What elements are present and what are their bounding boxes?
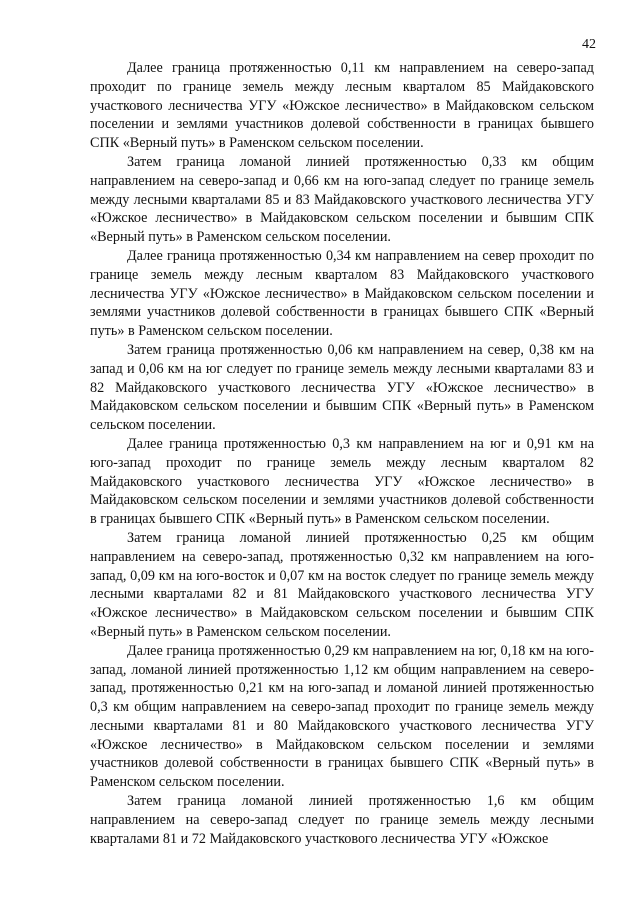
paragraph-8: Затем граница ломаной линией протяженностью 1,6 км общим направлением на северо-запад следует по границе земель между лесными кварталами 81 и 72 Майдаковского участкового лесничества УГУ «Южское <box>90 793 594 847</box>
paragraph-6: Затем граница ломаной линией протяженностью 0,25 км общим направлением на северо-запад, протяженностью 0,32 км направлением на юго-запад, 0,09 км на юго-восток и 0,07 км на восток следует по границе земель между лесными кварталами 82 и 81 Майдаковского участкового лесничества УГУ «Южское лесничество» в Майдаковском сельском поселении и бывшим СПК «Верный путь» в Раменском сельском поселении. <box>90 529 594 640</box>
paragraph-3: Далее граница протяженностью 0,34 км направлением на север проходит по границе земель между лесным кварталом 83 Майдаковского участкового лесничества УГУ «Южское лесничество» в Майдаковском сельском поселении и землями участников долевой собственности в границах бывшего СПК «Верный путь» в Раменском сельском поселении. <box>90 247 594 340</box>
paragraph-2: Затем граница ломаной линией протяженностью 0,33 км общим направлением на северо-запад и 0,66 км на юго-запад следует по границе земель между лесными кварталами 85 и 83 Майдаковского участкового лесничества УГУ «Южское лесничество» в Майдаковском сельском поселении и бывшим СПК «Верный путь» в Раменском сельском поселении. <box>90 153 594 246</box>
paragraph-4: Затем граница протяженностью 0,06 км направлением на север, 0,38 км на запад и 0,06 км на юг следует по границе земель между лесными кварталами 83 и 82 Майдаковского участкового лесничества УГУ «Южское лесничество» в Майдаковском сельском поселении и бывшим СПК «Верный путь» в Раменском сельском поселении. <box>90 341 594 434</box>
page-number: 42 <box>582 37 596 52</box>
paragraph-5: Далее граница протяженностью 0,3 км направлением на юг и 0,91 км на юго-запад проходит по границе земель между лесным кварталом 82 Майдаковского участкового лесничества УГУ «Южское лесничество» в Майдаковском сельском поселении и землями участников долевой собственности в границах бывшего СПК «Верный путь» в Раменском сельском поселении. <box>90 435 594 528</box>
paragraph-7: Далее граница протяженностью 0,29 км направлением на юг, 0,18 км на юго-запад, ломаной линией протяженностью 1,12 км общим направлением на северо-запад, протяженностью 0,21 км на юго-запад и ломаной линией протяженностью 0,3 км общим направлением на северо-запад проходит по границе земель между лесными кварталами 81 и 80 Майдаковского участкового лесничества УГУ «Южское лесничество» в Майдаковском сельском поселении и землями участников долевой собственности в границах бывшего СПК «Верный путь» в Раменском сельском поселении. <box>90 642 594 791</box>
paragraph-1: Далее граница протяженностью 0,11 км направлением на северо-запад проходит по границе земель между лесным кварталом 85 Майдаковского участкового лесничества УГУ «Южское лесничество» в Майдаковском сельском поселении и землями участников долевой собственности в границах бывшего СПК «Верный путь» в Раменском сельском поселении. <box>90 60 594 152</box>
document-body <box>90 59 594 848</box>
